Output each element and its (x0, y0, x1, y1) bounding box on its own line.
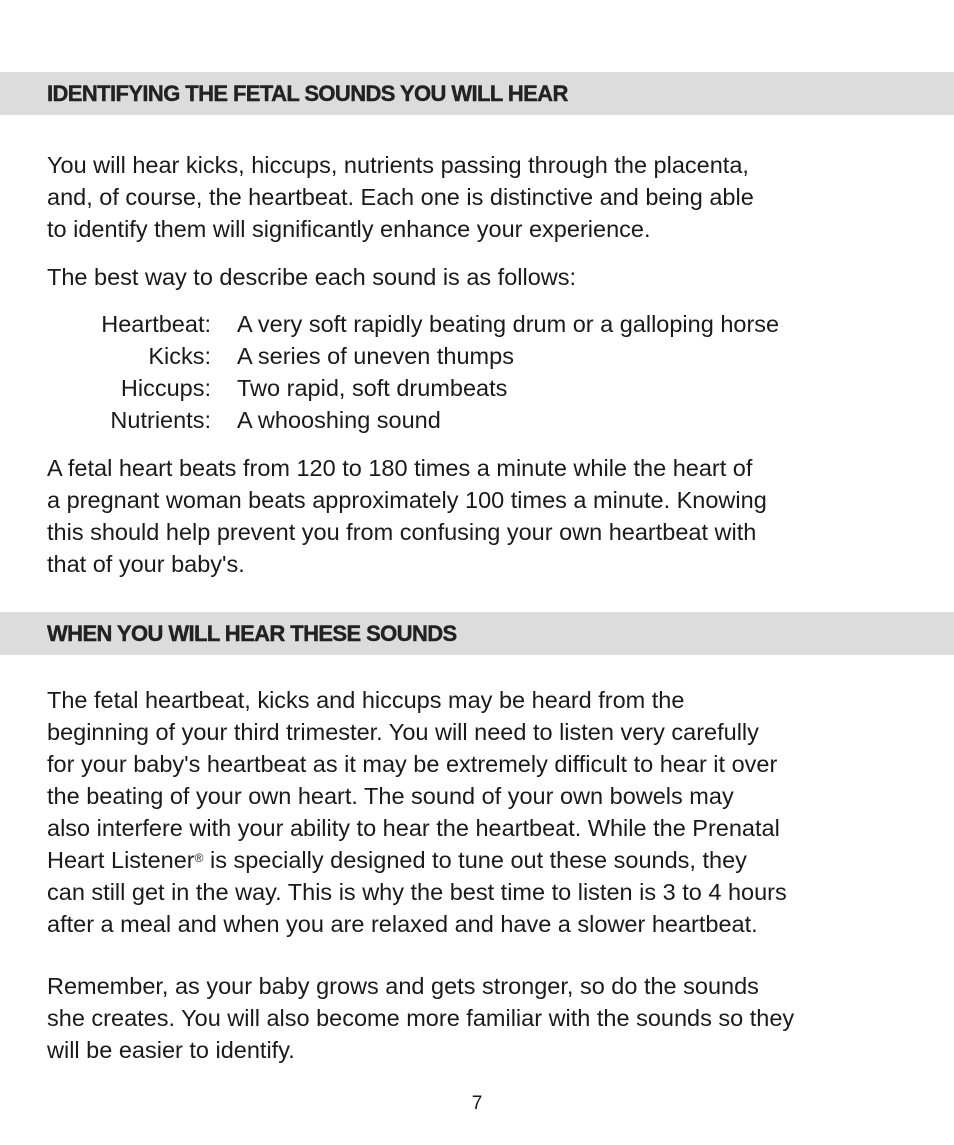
text-line: can still get in the way. This is why the best time to listen is 3 to 4 hours (47, 879, 787, 905)
text-line: she creates. You will also become more familiar with the sounds so they (47, 1005, 795, 1031)
text-line: beginning of your third trimester. You will need to listen very carefully (47, 719, 759, 745)
sound-name: Kicks: (148, 343, 211, 369)
sound-description: A whooshing sound (237, 407, 441, 433)
sound-name: Hiccups: (120, 375, 211, 401)
text-line: also interfere with your ability to hear the heartbeat. While the Prenatal (47, 815, 780, 841)
text-line: for your baby's heartbeat as it may be extremely difficult to hear it over (47, 751, 778, 777)
text-line: this should help prevent you from confusing your own heartbeat with (47, 519, 757, 545)
text-line: will be easier to identify. (47, 1037, 295, 1063)
text-line: a pregnant woman beats approximately 100 times a minute. Knowing (47, 487, 767, 513)
sound-row-hiccups (47, 372, 779, 404)
text-line: You will hear kicks, hiccups, nutrients passing through the placenta, (47, 152, 749, 178)
text-line: The best way to describe each sound is as follows: (47, 264, 577, 290)
text-line: to identify them will significantly enhance your experience. (47, 216, 651, 242)
section-title-when: WHEN YOU WILL HEAR THESE SOUNDS (47, 621, 457, 646)
sound-name: Nutrients: (110, 407, 211, 433)
product-name: Heart Listener (47, 847, 195, 873)
sound-row-kicks (47, 340, 779, 372)
text-line: A fetal heart beats from 120 to 180 times a minute while the heart of (47, 455, 753, 481)
text-line: and, of course, the heartbeat. Each one is distinctive and being able (47, 184, 754, 210)
describe-paragraph (47, 261, 917, 293)
timing-paragraph (47, 684, 917, 940)
registered-mark: ® (194, 851, 204, 865)
heart-rate-paragraph (47, 452, 917, 580)
text-line: the beating of your own heart. The sound of your own bowels may (47, 783, 734, 809)
sound-name: Heartbeat: (101, 311, 211, 337)
sound-row-nutrients (47, 404, 779, 436)
text-line: after a meal and when you are relaxed and have a slower heartbeat. (47, 911, 758, 937)
page-number: 7 (471, 1093, 483, 1114)
sound-descriptions-table (47, 308, 779, 436)
sound-description: Two rapid, soft drumbeats (237, 375, 508, 401)
text-line: Remember, as your baby grows and gets stronger, so do the sounds (47, 973, 759, 999)
sound-row-heartbeat (47, 308, 779, 340)
sound-description: A very soft rapidly beating drum or a galloping horse (237, 311, 780, 337)
intro-paragraph (47, 149, 917, 245)
text-line: The fetal heartbeat, kicks and hiccups may be heard from the (47, 687, 685, 713)
section-title-identifying: IDENTIFYING THE FETAL SOUNDS YOU WILL HEAR (47, 81, 568, 106)
remember-paragraph (47, 970, 917, 1066)
sound-description: A series of uneven thumps (237, 343, 514, 369)
text-line-rest: is specially designed to tune out these sounds, they (203, 847, 747, 873)
text-line: that of your baby's. (47, 551, 245, 577)
text-line-registered (47, 844, 917, 876)
